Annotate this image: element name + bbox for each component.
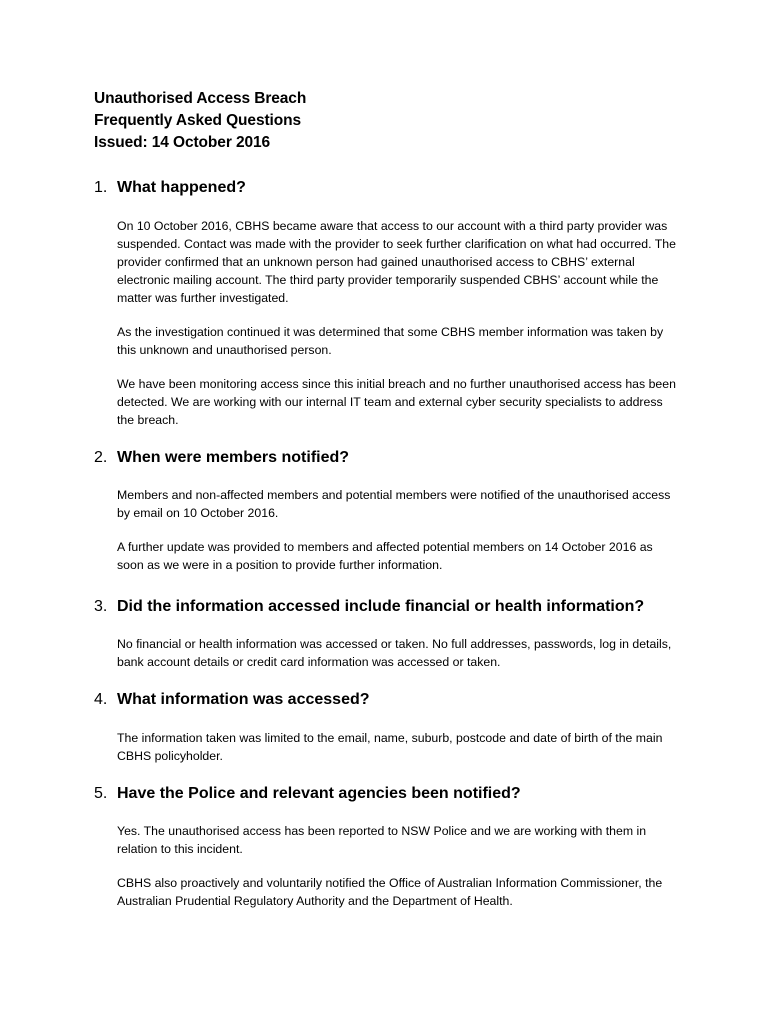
paragraph: We have been monitoring access since this initial breach and no further unauthorised access has been detected. We are working with our internal IT team and external cyber security specialists to address the breach. [117, 377, 676, 427]
issue-date: Issued: 14 October 2016 [94, 134, 271, 151]
section-title: What happened? [117, 179, 246, 196]
section-heading [94, 690, 694, 710]
section-title: Did the information accessed include financial or health information? [117, 598, 645, 615]
section-heading [94, 178, 694, 198]
section-heading [94, 448, 694, 468]
paragraph: Yes. The unauthorised access has been reported to NSW Police and we are working with them in relation to this incident. [117, 824, 647, 856]
paragraph: The information taken was limited to the email, name, suburb, postcode and date of birth of the main CBHS policyholder. [117, 731, 663, 763]
faq-section-3 [94, 597, 694, 671]
section-number: 1. [94, 179, 108, 196]
paragraph: Members and non-affected members and potential members were notified of the unauthorised access by email on 10 October 2016. [117, 488, 671, 520]
section-number: 2. [94, 449, 108, 466]
section-number: 3. [94, 598, 108, 615]
section-title: When were members notified? [117, 449, 350, 466]
paragraph: No financial or health information was accessed or taken. No full addresses, passwords, log in details, bank account details or credit card information was accessed or taken. [117, 637, 672, 669]
paragraph: A further update was provided to members and affected potential members on 14 October 2016 as soon as we were in a position to provide further information. [117, 540, 653, 572]
section-heading [94, 784, 694, 804]
title-line-1: Unauthorised Access Breach [94, 90, 307, 107]
section-heading [94, 597, 694, 617]
section-number: 5. [94, 785, 108, 802]
paragraph: As the investigation continued it was determined that some CBHS member information was taken by this unknown and unauthorised person. [117, 325, 664, 357]
document-title [94, 88, 306, 154]
title-line-2: Frequently Asked Questions [94, 112, 301, 129]
faq-section-1 [94, 178, 694, 429]
paragraph: CBHS also proactively and voluntarily notified the Office of Australian Information Commissioner, the Australian Prudential Regulatory Authority and the Department of Health. [117, 876, 663, 908]
section-title: Have the Police and relevant agencies been notified? [117, 785, 521, 802]
section-number: 4. [94, 691, 108, 708]
faq-section-2 [94, 448, 694, 574]
faq-section-4 [94, 690, 694, 765]
section-title: What information was accessed? [117, 691, 370, 708]
faq-section-5 [94, 784, 694, 910]
paragraph: On 10 October 2016, CBHS became aware that access to our account with a third party provider was suspended. Contact was made with the provider to seek further clarification on what had occurred. The provider confirmed that an unknown person had gained unauthorised access to CBHS’ external electronic mailing account. The third party provider temporarily suspended CBHS’ account while the matter was further investigated. [117, 219, 676, 305]
